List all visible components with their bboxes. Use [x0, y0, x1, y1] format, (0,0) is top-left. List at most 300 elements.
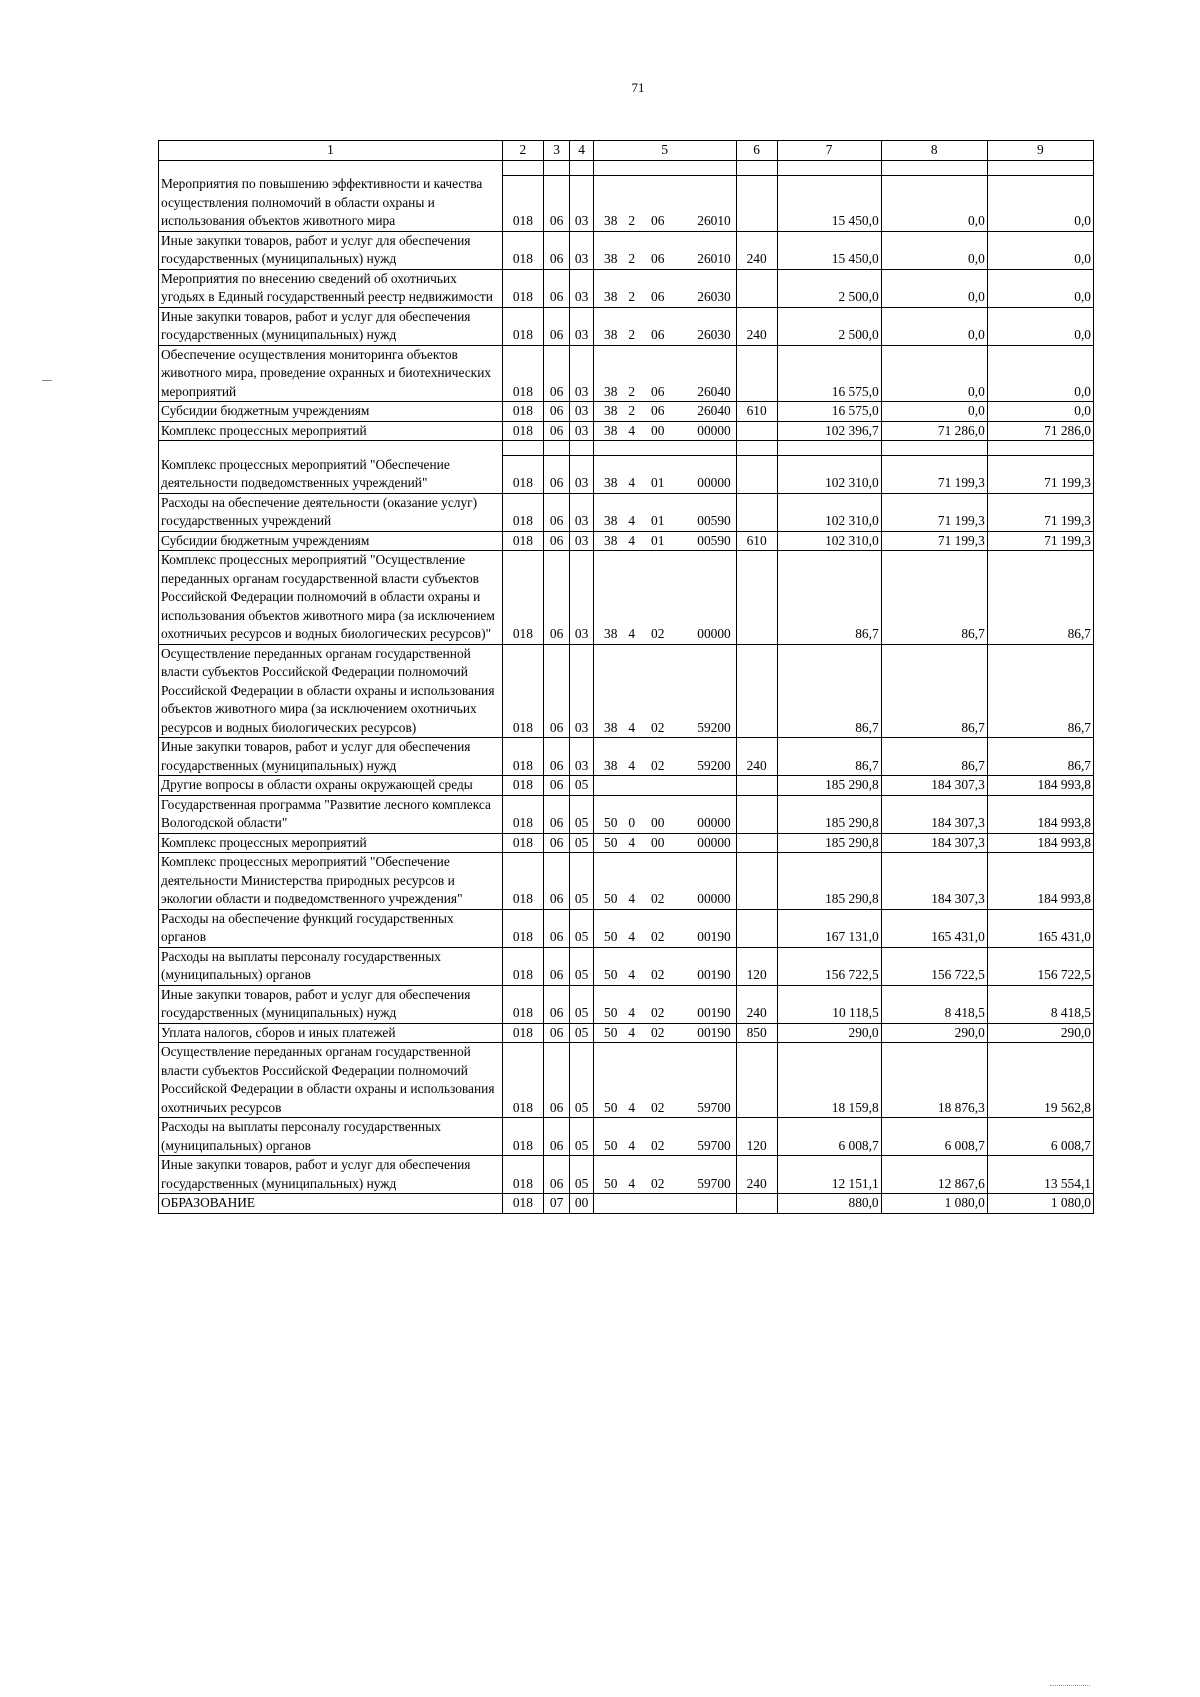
target-article-part: 06: [651, 251, 665, 266]
target-article-part: 01: [651, 475, 665, 490]
target-article-part: 4: [628, 1099, 636, 1115]
subsection-code-cell: 03: [570, 551, 593, 645]
target-article-part: 4: [628, 475, 636, 490]
scan-edge-mark: [42, 380, 52, 381]
ministry-code-cell: 018: [502, 269, 543, 307]
target-article-part: 38: [604, 289, 618, 304]
expense-type-cell: [736, 456, 777, 494]
target-article-part: 00000: [697, 815, 731, 830]
amount-col-8-cell: 1 080,0: [881, 1194, 987, 1214]
expense-type-cell: [736, 853, 777, 910]
amount-col-8-cell: 0,0: [881, 231, 987, 269]
table-row: [159, 644, 1094, 738]
target-article-part: 00000: [697, 626, 731, 641]
target-article-cell: [593, 269, 736, 307]
ministry-code-cell: 018: [502, 402, 543, 422]
spacer-cell: [502, 160, 543, 175]
ministry-code-cell: 018: [502, 985, 543, 1023]
ministry-code-cell: 018: [502, 307, 543, 345]
target-article-part: 50: [604, 1099, 618, 1115]
target-article-cell: [593, 307, 736, 345]
amount-col-8-cell: 184 307,3: [881, 833, 987, 853]
target-article-cell: [593, 175, 736, 231]
target-article-part: 38: [604, 213, 618, 228]
table-row: [159, 402, 1094, 422]
amount-col-8-cell: 156 722,5: [881, 947, 987, 985]
amount-col-9-cell: 71 199,3: [987, 531, 1093, 551]
target-article-part: 38: [604, 403, 618, 418]
spacer-cell: [881, 441, 987, 456]
table-body: [159, 160, 1094, 1213]
subsection-code-cell: 05: [570, 1023, 593, 1043]
target-article-part: 01: [651, 513, 665, 528]
target-article-part: 02: [651, 1175, 665, 1191]
target-article-part: 38: [604, 251, 618, 266]
row-name-cell: Мероприятия по повышению эффективности и качества осуществления полномочий в области охраны и использования объектов животного мира: [159, 175, 503, 231]
expense-type-cell: [736, 644, 777, 738]
subsection-code-cell: 03: [570, 231, 593, 269]
target-article-cell: [593, 1043, 736, 1118]
spacer-cell: [159, 441, 503, 456]
amount-col-8-cell: 0,0: [881, 402, 987, 422]
subsection-code-cell: 05: [570, 795, 593, 833]
row-name-cell: Субсидии бюджетным учреждениям: [159, 402, 503, 422]
subsection-code-cell: 03: [570, 644, 593, 738]
spacer-cell: [881, 160, 987, 175]
subsection-code-cell: 03: [570, 345, 593, 402]
table-row: [159, 493, 1094, 531]
amount-col-7-cell: 2 500,0: [777, 269, 881, 307]
target-article-part: 50: [604, 1137, 618, 1153]
subsection-code-cell: 03: [570, 175, 593, 231]
target-article-part: 4: [628, 1137, 636, 1153]
target-article-part: 02: [651, 1137, 665, 1153]
target-article-part: 38: [604, 532, 618, 548]
table-row: [159, 776, 1094, 796]
target-article-part: 4: [628, 719, 636, 735]
row-name-cell: Иные закупки товаров, работ и услуг для обеспечения государственных (муниципальных) нужд: [159, 307, 503, 345]
header-col-7: 7: [777, 141, 881, 161]
amount-col-8-cell: 184 307,3: [881, 853, 987, 910]
target-article-part: 00000: [697, 475, 731, 490]
page-number: 71: [631, 80, 645, 95]
row-name-cell: Расходы на выплаты персоналу государственных (муниципальных) органов: [159, 947, 503, 985]
amount-col-9-cell: 290,0: [987, 1023, 1093, 1043]
target-article-part: 4: [628, 929, 636, 944]
target-article-part: 02: [651, 929, 665, 944]
table-row: [159, 345, 1094, 402]
target-article-part: 38: [604, 422, 618, 438]
table-row: [159, 909, 1094, 947]
subsection-code-cell: 03: [570, 421, 593, 441]
amount-col-7-cell: 102 310,0: [777, 456, 881, 494]
ministry-code-cell: 018: [502, 421, 543, 441]
table-row: [159, 269, 1094, 307]
header-col-1: 1: [159, 141, 503, 161]
amount-col-7-cell: 6 008,7: [777, 1118, 881, 1156]
section-code-cell: 06: [543, 947, 570, 985]
amount-col-9-cell: 0,0: [987, 175, 1093, 231]
section-code-cell: 06: [543, 175, 570, 231]
section-code-cell: 06: [543, 531, 570, 551]
ministry-code-cell: 018: [502, 1194, 543, 1214]
spacer-cell: [987, 441, 1093, 456]
amount-col-9-cell: 184 993,8: [987, 795, 1093, 833]
amount-col-9-cell: 86,7: [987, 738, 1093, 776]
subsection-code-cell: 00: [570, 1194, 593, 1214]
expense-type-cell: [736, 493, 777, 531]
target-article-cell: [593, 947, 736, 985]
target-article-part: 00190: [697, 1005, 731, 1020]
target-article-part: 50: [604, 891, 618, 906]
target-article-part: 4: [628, 834, 636, 850]
expense-type-cell: [736, 776, 777, 796]
amount-col-7-cell: 156 722,5: [777, 947, 881, 985]
target-article-part: 00: [651, 815, 665, 830]
expense-type-cell: [736, 1194, 777, 1214]
target-article-part: 02: [651, 1099, 665, 1115]
amount-col-9-cell: 156 722,5: [987, 947, 1093, 985]
amount-col-9-cell: 184 993,8: [987, 853, 1093, 910]
section-code-cell: 06: [543, 1118, 570, 1156]
target-article-cell: [593, 795, 736, 833]
expense-type-cell: 610: [736, 531, 777, 551]
subsection-code-cell: 03: [570, 531, 593, 551]
target-article-cell: [593, 1156, 736, 1194]
target-article-part: 59200: [697, 757, 731, 773]
table-row: [159, 1118, 1094, 1156]
target-article-part: 00000: [697, 422, 731, 438]
target-article-part: 4: [628, 422, 636, 438]
target-article-cell: [593, 853, 736, 910]
target-article-part: 00590: [697, 513, 731, 528]
expense-type-cell: [736, 795, 777, 833]
amount-col-8-cell: 12 867,6: [881, 1156, 987, 1194]
section-code-cell: 06: [543, 402, 570, 422]
target-article-part: 4: [628, 891, 636, 906]
amount-col-9-cell: 0,0: [987, 231, 1093, 269]
spacer-cell: [777, 441, 881, 456]
amount-col-8-cell: 86,7: [881, 644, 987, 738]
target-article-part: 06: [651, 289, 665, 304]
expense-type-cell: 850: [736, 1023, 777, 1043]
target-article-part: 02: [651, 891, 665, 906]
section-code-cell: 06: [543, 456, 570, 494]
spacer-row: [159, 441, 1094, 456]
target-article-part: 4: [628, 1175, 636, 1191]
ministry-code-cell: 018: [502, 456, 543, 494]
amount-col-8-cell: 86,7: [881, 738, 987, 776]
table-row: [159, 531, 1094, 551]
target-article-cell: [593, 421, 736, 441]
amount-col-7-cell: 10 118,5: [777, 985, 881, 1023]
section-code-cell: 06: [543, 421, 570, 441]
target-article-part: 00: [651, 422, 665, 438]
row-name-cell: Уплата налогов, сборов и иных платежей: [159, 1023, 503, 1043]
ministry-code-cell: 018: [502, 493, 543, 531]
table-row: [159, 985, 1094, 1023]
target-article-part: 02: [651, 757, 665, 773]
expense-type-cell: 240: [736, 231, 777, 269]
expense-type-cell: 240: [736, 985, 777, 1023]
subsection-code-cell: 03: [570, 307, 593, 345]
target-article-part: 00590: [697, 532, 731, 548]
subsection-code-cell: 05: [570, 833, 593, 853]
target-article-cell: [593, 985, 736, 1023]
amount-col-9-cell: 13 554,1: [987, 1156, 1093, 1194]
amount-col-9-cell: 86,7: [987, 551, 1093, 645]
target-article-part: 01: [651, 532, 665, 548]
section-code-cell: 06: [543, 551, 570, 645]
amount-col-7-cell: 86,7: [777, 551, 881, 645]
amount-col-7-cell: 86,7: [777, 644, 881, 738]
spacer-row: [159, 160, 1094, 175]
expense-type-cell: [736, 909, 777, 947]
target-article-cell: [593, 551, 736, 645]
header-col-3: 3: [543, 141, 570, 161]
target-article-part: 2: [628, 403, 636, 418]
amount-col-7-cell: 18 159,8: [777, 1043, 881, 1118]
target-article-part: 38: [604, 475, 618, 490]
amount-col-9-cell: 71 199,3: [987, 493, 1093, 531]
spacer-cell: [777, 160, 881, 175]
section-code-cell: 06: [543, 738, 570, 776]
expense-type-cell: 240: [736, 1156, 777, 1194]
row-name-cell: Иные закупки товаров, работ и услуг для обеспечения государственных (муниципальных) нужд: [159, 231, 503, 269]
ministry-code-cell: 018: [502, 644, 543, 738]
amount-col-9-cell: 6 008,7: [987, 1118, 1093, 1156]
section-code-cell: 06: [543, 776, 570, 796]
amount-col-8-cell: 184 307,3: [881, 776, 987, 796]
subsection-code-cell: 03: [570, 456, 593, 494]
table-row: [159, 551, 1094, 645]
amount-col-9-cell: 165 431,0: [987, 909, 1093, 947]
table-row: [159, 833, 1094, 853]
expense-type-cell: [736, 1043, 777, 1118]
row-name-cell: Комплекс процессных мероприятий: [159, 421, 503, 441]
target-article-part: 26010: [697, 251, 731, 266]
subsection-code-cell: 05: [570, 853, 593, 910]
target-article-part: 02: [651, 719, 665, 735]
table-row: [159, 1023, 1094, 1043]
target-article-cell: [593, 402, 736, 422]
amount-col-8-cell: 71 286,0: [881, 421, 987, 441]
amount-col-7-cell: 15 450,0: [777, 175, 881, 231]
ministry-code-cell: 018: [502, 909, 543, 947]
target-article-part: 2: [628, 289, 636, 304]
target-article-part: 2: [628, 251, 636, 266]
amount-col-8-cell: 71 199,3: [881, 456, 987, 494]
amount-col-8-cell: 8 418,5: [881, 985, 987, 1023]
row-name-cell: Комплекс процессных мероприятий "Обеспечение деятельности подведомственных учреждений": [159, 456, 503, 494]
target-article-part: 06: [651, 327, 665, 342]
target-article-cell: [593, 531, 736, 551]
row-name-cell: Иные закупки товаров, работ и услуг для обеспечения государственных (муниципальных) нужд: [159, 1156, 503, 1194]
expense-type-cell: [736, 551, 777, 645]
amount-col-8-cell: 184 307,3: [881, 795, 987, 833]
target-article-part: 4: [628, 757, 636, 773]
ministry-code-cell: 018: [502, 795, 543, 833]
amount-col-9-cell: 1 080,0: [987, 1194, 1093, 1214]
target-article-part: 4: [628, 513, 636, 528]
spacer-cell: [593, 441, 736, 456]
ministry-code-cell: 018: [502, 1023, 543, 1043]
budget-table: [158, 140, 1094, 1214]
amount-col-9-cell: 184 993,8: [987, 833, 1093, 853]
target-article-part: 38: [604, 383, 618, 399]
amount-col-7-cell: 86,7: [777, 738, 881, 776]
target-article-cell: [593, 1118, 736, 1156]
section-code-cell: 06: [543, 307, 570, 345]
table-row: [159, 1156, 1094, 1194]
amount-col-7-cell: 102 396,7: [777, 421, 881, 441]
amount-col-9-cell: 0,0: [987, 345, 1093, 402]
target-article-cell: [593, 738, 736, 776]
row-name-cell: Мероприятия по внесению сведений об охотничьих угодьях в Единый государственный реестр недвижимости: [159, 269, 503, 307]
spacer-cell: [502, 441, 543, 456]
row-name-cell: Субсидии бюджетным учреждениям: [159, 531, 503, 551]
spacer-cell: [159, 160, 503, 175]
amount-col-9-cell: 71 199,3: [987, 456, 1093, 494]
amount-col-7-cell: 2 500,0: [777, 307, 881, 345]
target-article-part: 26040: [697, 403, 731, 418]
amount-col-8-cell: 165 431,0: [881, 909, 987, 947]
target-article-cell: [593, 231, 736, 269]
ministry-code-cell: 018: [502, 345, 543, 402]
ministry-code-cell: 018: [502, 551, 543, 645]
target-article-part: 59700: [697, 1137, 731, 1153]
target-article-part: 02: [651, 1005, 665, 1020]
subsection-code-cell: 03: [570, 738, 593, 776]
section-code-cell: 06: [543, 345, 570, 402]
section-code-cell: 06: [543, 1043, 570, 1118]
target-article-cell: [593, 345, 736, 402]
row-name-cell: Расходы на выплаты персоналу государственных (муниципальных) органов: [159, 1118, 503, 1156]
subsection-code-cell: 05: [570, 1118, 593, 1156]
target-article-part: 50: [604, 929, 618, 944]
target-article-part: 00190: [697, 1024, 731, 1040]
target-article-part: 4: [628, 967, 636, 982]
ministry-code-cell: 018: [502, 231, 543, 269]
expense-type-cell: 120: [736, 1118, 777, 1156]
target-article-part: 4: [628, 1005, 636, 1020]
spacer-cell: [736, 441, 777, 456]
header-col-4: 4: [570, 141, 593, 161]
expense-type-cell: [736, 269, 777, 307]
row-name-cell: Расходы на обеспечение функций государственных органов: [159, 909, 503, 947]
table-row: [159, 947, 1094, 985]
target-article-part: 38: [604, 719, 618, 735]
spacer-cell: [543, 441, 570, 456]
subsection-code-cell: 03: [570, 402, 593, 422]
section-code-cell: 06: [543, 493, 570, 531]
amount-col-7-cell: 185 290,8: [777, 833, 881, 853]
target-article-cell: [593, 776, 736, 796]
amount-col-9-cell: 184 993,8: [987, 776, 1093, 796]
target-article-part: 50: [604, 834, 618, 850]
target-article-part: 2: [628, 213, 636, 228]
spacer-cell: [736, 160, 777, 175]
amount-col-7-cell: 185 290,8: [777, 795, 881, 833]
row-name-cell: Расходы на обеспечение деятельности (оказание услуг) государственных учреждений: [159, 493, 503, 531]
amount-col-8-cell: 0,0: [881, 269, 987, 307]
amount-col-8-cell: 0,0: [881, 345, 987, 402]
amount-col-8-cell: 0,0: [881, 307, 987, 345]
amount-col-9-cell: 0,0: [987, 402, 1093, 422]
spacer-cell: [543, 160, 570, 175]
row-name-cell: Осуществление переданных органам государственной власти субъектов Российской Федерации полномочий Российской Федерации в области охраны и использования охотничьих ресурсов: [159, 1043, 503, 1118]
expense-type-cell: [736, 421, 777, 441]
target-article-part: 00190: [697, 929, 731, 944]
expense-type-cell: 120: [736, 947, 777, 985]
table-row: [159, 307, 1094, 345]
target-article-part: 26030: [697, 289, 731, 304]
table-row: [159, 853, 1094, 910]
ministry-code-cell: 018: [502, 1118, 543, 1156]
row-name-cell: Иные закупки товаров, работ и услуг для обеспечения государственных (муниципальных) нужд: [159, 985, 503, 1023]
target-article-part: 06: [651, 383, 665, 399]
header-col-6: 6: [736, 141, 777, 161]
amount-col-9-cell: 0,0: [987, 307, 1093, 345]
target-article-part: 50: [604, 815, 618, 830]
ministry-code-cell: 018: [502, 776, 543, 796]
spacer-cell: [570, 160, 593, 175]
header-row: [159, 141, 1094, 161]
target-article-part: 4: [628, 626, 636, 641]
section-code-cell: 06: [543, 833, 570, 853]
table-row: [159, 421, 1094, 441]
expense-type-cell: 240: [736, 307, 777, 345]
amount-col-9-cell: 86,7: [987, 644, 1093, 738]
amount-col-7-cell: 102 310,0: [777, 531, 881, 551]
target-article-part: 02: [651, 967, 665, 982]
ministry-code-cell: 018: [502, 833, 543, 853]
ministry-code-cell: 018: [502, 947, 543, 985]
section-code-cell: 06: [543, 853, 570, 910]
row-name-cell: Государственная программа "Развитие лесного комплекса Вологодской области": [159, 795, 503, 833]
row-name-cell: ОБРАЗОВАНИЕ: [159, 1194, 503, 1214]
spacer-cell: [987, 160, 1093, 175]
row-name-cell: Осуществление переданных органам государственной власти субъектов Российской Федерации полномочий Российской Федерации в области охраны и использования объектов животного мира (за исключением охотничьих ресурсов и водных биологических ресурсов): [159, 644, 503, 738]
section-code-cell: 06: [543, 231, 570, 269]
expense-type-cell: 240: [736, 738, 777, 776]
subsection-code-cell: 05: [570, 985, 593, 1023]
target-article-cell: [593, 456, 736, 494]
row-name-cell: Комплекс процессных мероприятий: [159, 833, 503, 853]
amount-col-8-cell: 71 199,3: [881, 493, 987, 531]
section-code-cell: 06: [543, 909, 570, 947]
amount-col-7-cell: 185 290,8: [777, 853, 881, 910]
amount-col-7-cell: 16 575,0: [777, 402, 881, 422]
header-col-8: 8: [881, 141, 987, 161]
amount-col-7-cell: 185 290,8: [777, 776, 881, 796]
table-row: [159, 175, 1094, 231]
row-name-cell: Комплекс процессных мероприятий "Осуществление переданных органам государственной власти субъектов Российской Федерации полномочий в области охраны и использования объектов животного мира (за исключением охотничьих ресурсов и водных биологических ресурсов)": [159, 551, 503, 645]
target-article-part: 4: [628, 1024, 636, 1040]
header-col-9: 9: [987, 141, 1093, 161]
table-row: [159, 738, 1094, 776]
ministry-code-cell: 018: [502, 531, 543, 551]
subsection-code-cell: 03: [570, 269, 593, 307]
target-article-part: 50: [604, 967, 618, 982]
target-article-part: 59700: [697, 1099, 731, 1115]
ministry-code-cell: 018: [502, 738, 543, 776]
amount-col-7-cell: 16 575,0: [777, 345, 881, 402]
ministry-code-cell: 018: [502, 1156, 543, 1194]
section-code-cell: 06: [543, 644, 570, 738]
table-row: [159, 231, 1094, 269]
subsection-code-cell: 05: [570, 776, 593, 796]
